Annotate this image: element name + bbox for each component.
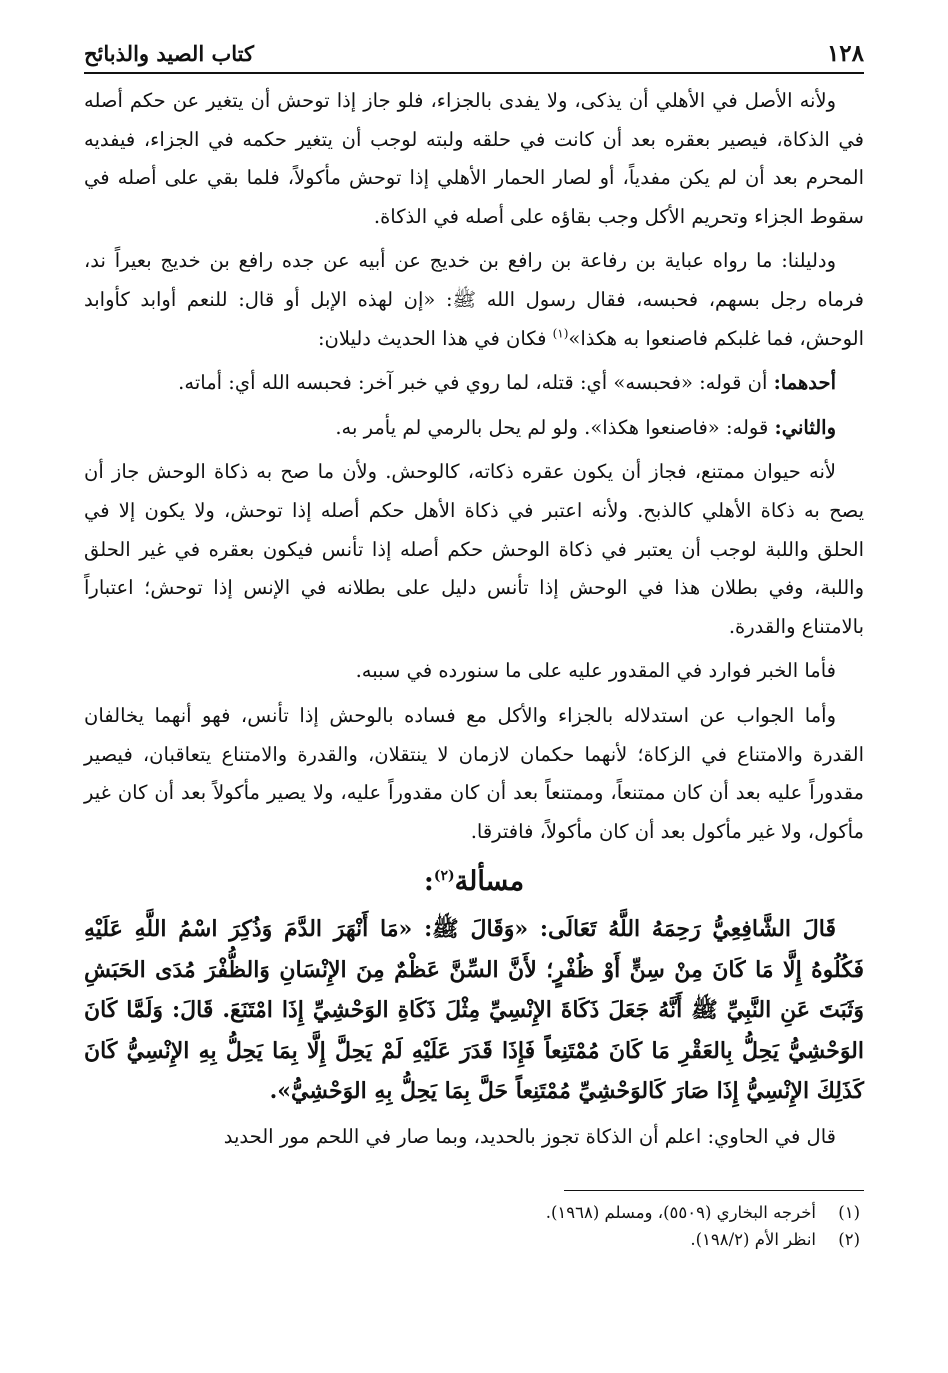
- paragraph-2-text: ودليلنا: ما رواه عباية بن رفاعة بن رافع بن خديج عن أبيه عن جده رافع بن خديج بعيراً ند، فرماه رجل بسهم، فحبسه، فقال رسول الله ﷺ: «إن لهذه الإبل أو قال: للنعم أوابد كأوابد الوحش، فما غلبكم فاصنعوا به هكذا»: [84, 249, 864, 350]
- book-title: كتاب الصيد والذبائح: [84, 41, 254, 66]
- footnote-1-text: أخرجه البخاري (٥٥٠٩)، ومسلم (١٩٦٨).: [545, 1203, 816, 1223]
- book-page: [84, 40, 864, 1253]
- paragraph-4-text: قوله: «فاصنعوا هكذا». ولو لم يحل بالرمي لم يأمر به.: [335, 415, 775, 439]
- paragraph-3-text: أن قوله: «فحبسه» أي: قتله، لما روي في خبر آخر: فحبسه الله أي: أماته.: [178, 371, 774, 395]
- section-heading-text: مسألة: [454, 866, 525, 898]
- footnote-2-number: (٢): [838, 1230, 860, 1250]
- paragraph-4: [84, 409, 864, 448]
- matn-text: قَالَ الشَّافِعِيُّ رَحِمَهُ اللَّهُ تَعَالَى: «وَقَالَ ﷺ: «مَا أَنْهَرَ الدَّمَ وَذُكِرَ اسْمُ اللَّهِ عَلَيْهِ فَكُلُوهُ إِلَّا مَا كَانَ مِنْ سِنٍّ أَوْ ظُفْرٍ؛ لأَنَّ السِّنَّ عَظْمٌ مِنَ الإِنْسَانِ وَالظُّفْرَ مُدَى الحَبَشِ وَثَبَتَ عَنِ النَّبِيِّ ﷺ أَنَّهُ جَعَلَ ذَكَاةَ الإِنْسِيِّ مِثْلَ ذَكَاةِ الوَحْشِيِّ إِذَا امْتَنَعَ. قَالَ: وَلَمَّا كَانَ الوَحْشِيُّ يَحِلُّ بِالعَقْرِ مَا كَانَ مُمْتَنِعاً فَإِذَا قَدَرَ عَلَيْهِ لَمْ يَحِلَّ إِلَّا بِمَا يَحِلُّ بِهِ الإِنْسِيُّ كَانَ كَذَلِكَ الإِنْسِيُّ إِذَا صَارَ كَالوَحْشِيِّ مُمْتَنِعاً حَلَّ بِمَا يَحِلُّ بِهِ الوَحْشِيُّ».: [84, 916, 864, 1105]
- paragraph-1: ولأنه الأصل في الأهلي أن يذكى، ولا يفدى بالجزاء، فلو جاز إذا توحش أن يتغير عن حكم أصله في الذكاة، فيصير بعقره بعد أن كانت في حلقه ولبته لوجب أن يتغير حكمه في الجزاء، فيفديه المحرم بعد أن لم يكن مفدياً، أو لصار الحمار الأهلي إذا توحش مأكولاً، فلما بقي على أصله في سقوط الجزاء وتحريم الأكل وجب بقاؤه على أصله في الذكاة.: [84, 89, 864, 228]
- paragraph-5: لأنه حيوان ممتنع، فجاز أن يكون عقره ذكاته، كالوحش. ولأن ما صح به ذكاة الوحش جاز أن يصح به ذكاة الأهلي كالذبح. ولأنه اعتبر في ذكاة الأهل حكم أصله إذا توحش، ولا يكون إلا في الحلق واللبة لوجب أن يعتبر في ذكاة الوحش حكم أصله إذا تأنس فيكون بعقره في غير الحلق واللبة، وفي بطلان هذا في الوحش إذا تأنس دليل على بطلانه في الإنس إذا توحش؛ اعتباراً بالامتناع والقدرة.: [84, 460, 864, 638]
- paragraph-3-lead: أحدهما:: [773, 371, 836, 395]
- paragraph-3: [84, 364, 864, 403]
- paragraph-8: قال في الحاوي: اعلم أن الذكاة تجوز بالحديد، وبما صار في اللحم مور الحديد: [223, 1124, 836, 1148]
- section-heading: [84, 861, 864, 903]
- page-number: ١٢٨: [826, 40, 864, 67]
- paragraph-6: فأما الخبر فوارد في المقدور عليه على ما سنورده في سببه.: [355, 659, 836, 683]
- paragraph-7: وأما الجواب عن استدلاله بالجزاء والأكل مع فساده بالوحش إذا تأنس، فهو أنهما يخالفان القدرة والامتناع في الزكاة؛ لأنهما حكمان لازمان لا ينتقلان، والقدرة والامتناع يتعاقبان، فيصير مقدوراً عليه بعد أن كان ممتنعاً، وممتنعاً بعد أن كان مقدوراً عليه، ولا يصير مأكولاً بعد أن كان غير مأكول، ولا غير مأكول بعد أن كان مأكولاً، فافترقا.: [84, 703, 864, 843]
- main-text: [84, 82, 864, 1156]
- footnotes: [84, 1199, 864, 1253]
- paragraph-2: [84, 242, 864, 358]
- footnote-divider: [564, 1190, 864, 1191]
- footnote-ref-1: (١): [552, 326, 569, 341]
- footnote-2-text: انظر الأم (١٩٨/٢).: [690, 1230, 816, 1250]
- footnote-2: [84, 1226, 864, 1253]
- paragraph-4-lead: والثاني:: [774, 415, 836, 439]
- footnote-ref-2: (٢): [433, 868, 455, 885]
- section-heading-colon: :: [423, 866, 434, 898]
- running-header: [84, 40, 864, 74]
- footnote-1: [84, 1199, 864, 1226]
- paragraph-2-tail: فكان في هذا الحديث دليلان:: [317, 326, 553, 350]
- footnote-1-number: (١): [838, 1203, 860, 1223]
